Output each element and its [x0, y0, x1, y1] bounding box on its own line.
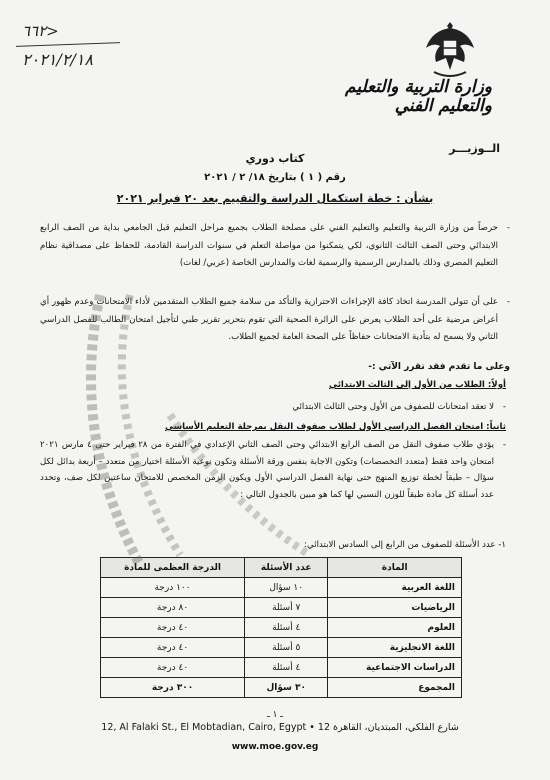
table-total-label: المجموع [328, 678, 462, 698]
ministry-line-1: وزارة التربية والتعليم [345, 77, 492, 97]
table-header-questions: عدد الأسئلة [245, 558, 328, 578]
table-cell-subject: اللغة الانجليزية [328, 638, 462, 658]
minister-label: الــوزيـــر [449, 142, 500, 155]
paragraph-decision: وعلى ما تقدم فقد تقرر الآتي :- [368, 362, 510, 372]
table-total-questions: ٣٠ سؤال [245, 678, 328, 698]
section-second-heading: ثانياً: امتحان الفصل الدراسي الأول لطلاب صفوف النقل بمرحلة التعليم الأساسي [165, 422, 506, 432]
table-row [101, 598, 462, 618]
table-row [101, 618, 462, 638]
section-first-heading: أولاً: الطلاب من الأول إلى الثالث الابتدائي [329, 380, 506, 390]
handwritten-underline [16, 42, 120, 47]
table-cell-grade: ٨٠ درجة [101, 598, 245, 618]
paragraph-precautions-text: - على أن تتولى المدرسة اتخاذ كافة الإجراءات الاحترازية والتأكد من سلامة جميع الطلاب المتقدمين لأداء الامتحانات وعدم ظهور أي أعراض مرضية على أحد الطلاب يعرض على الزائرة الصحية التي تقوم بتحرير تقرير طبي لتأجيل امتحان الطالب للفصل الدراسي الثاني ولا يسمح له بتأدية الامتحانات حفاظاً على الصحة العامة لجميع الطلاب. [40, 294, 510, 347]
footer-website: www.moe.gov.eg [231, 742, 319, 752]
table-cell-subject: العلوم [328, 618, 462, 638]
table-cell-grade: ٤٠ درجة [101, 658, 245, 678]
table-cell-subject: اللغة العربية [328, 578, 462, 598]
section-second-item-text: - يؤدي طلاب صفوف النقل من الصف الرابع الابتدائي وحتى الصف الثاني الإعدادي في الفترة من ٢٨ فبراير حتى ٤ مارس ٢٠٢١ امتحان واحد فقط (متعدد التخصصات) وتكون الاجابة بنفس ورقة الأسئلة وتكون نوعية الأسئلة اختيار من متعدد – أربعة بدائل لكل سؤال – طبقاً لخطة توزيع المنهج حتى نهاية الفصل الدراسي الأول ويكون الزمن المخصص للامتحان ساعتين لكل صف، وتحدد عدد أسئلة كل مادة طبقاً للوزن النسبي لها كما هو مبين بالجدول التالي : [40, 437, 506, 503]
table-cell-grade: ٤٠ درجة [101, 618, 245, 638]
page-number: ـ ١ ـ [267, 710, 283, 720]
table-total-row [101, 678, 462, 698]
table-header-max-grade: الدرجة العظمى للمادة [101, 558, 245, 578]
table-cell-grade: ١٠٠ درجة [101, 578, 245, 598]
paragraph-intro-text: - حرصاً من وزارة التربية والتعليم والتعليم الفني على مصلحة الطلاب بجميع مراحل التعليم قبل الجامعي بداية من الصف الرابع الابتدائي وحتى الصف الثالث الثانوي، لكي يتمكنوا من مواصلة التعلم في سنوات الدراسة القادمة، للحفاظ على مصداقية نظام التعليم المصري وذلك بالمدارس الرسمية والرسمية لغات والمدارس الخاصة (عربي/ لغات) [40, 220, 510, 273]
table-total-grade: ٣٠٠ درجة [101, 678, 245, 698]
handwritten-date: ٢٠٢١/٢/١٨ [22, 50, 93, 69]
table-caption: ١- عدد الأسئلة للصفوف من الرابع إلى السادس الابتدائي: [304, 540, 506, 550]
table-cell-questions: ٥ أسئلة [245, 638, 328, 658]
section-second-item [40, 437, 506, 503]
footer-address: 12, Al Falaki St., El Mobtadian, Cairo, Egypt • 12 شارع الفلكي، المبتديان، القاهرة [101, 722, 459, 733]
table-row [101, 638, 462, 658]
table-cell-subject: الدراسات الاجتماعية [328, 658, 462, 678]
table-cell-questions: ٤ أسئلة [245, 658, 328, 678]
handwritten-number: ٦٦٢> [22, 22, 59, 40]
table-row [101, 658, 462, 678]
table-cell-questions: ٤ أسئلة [245, 618, 328, 638]
paragraph-precautions [40, 294, 510, 347]
table-header-subject: المادة [328, 558, 462, 578]
ministry-logo-text [345, 78, 492, 116]
table-row [101, 578, 462, 598]
ministry-line-2: والتعليم الفني [394, 96, 492, 116]
letter-subject: بشأن : خطة استكمال الدراسة والتقييم بعد ٢٠ فبراير ٢٠٢١ [116, 192, 434, 205]
paragraph-intro [40, 220, 510, 273]
letter-reference: رقم ( ١ ) بتاريخ ١٨/ ٢ / ٢٠٢١ [204, 172, 346, 183]
section-first-item [40, 399, 506, 416]
table-cell-questions: ٧ أسئلة [245, 598, 328, 618]
section-first-item-text: - لا تعقد امتحانات للصفوف من الأول وحتى الثالث الابتدائي [40, 399, 506, 416]
table-cell-subject: الرياضيات [328, 598, 462, 618]
letter-title: كتاب دوري [245, 152, 305, 165]
table-header-row [101, 558, 462, 578]
table-cell-grade: ٤٠ درجة [101, 638, 245, 658]
questions-grades-table [100, 557, 462, 698]
egypt-eagle-emblem-icon [422, 18, 478, 82]
table-cell-questions: ١٠ سؤال [245, 578, 328, 598]
